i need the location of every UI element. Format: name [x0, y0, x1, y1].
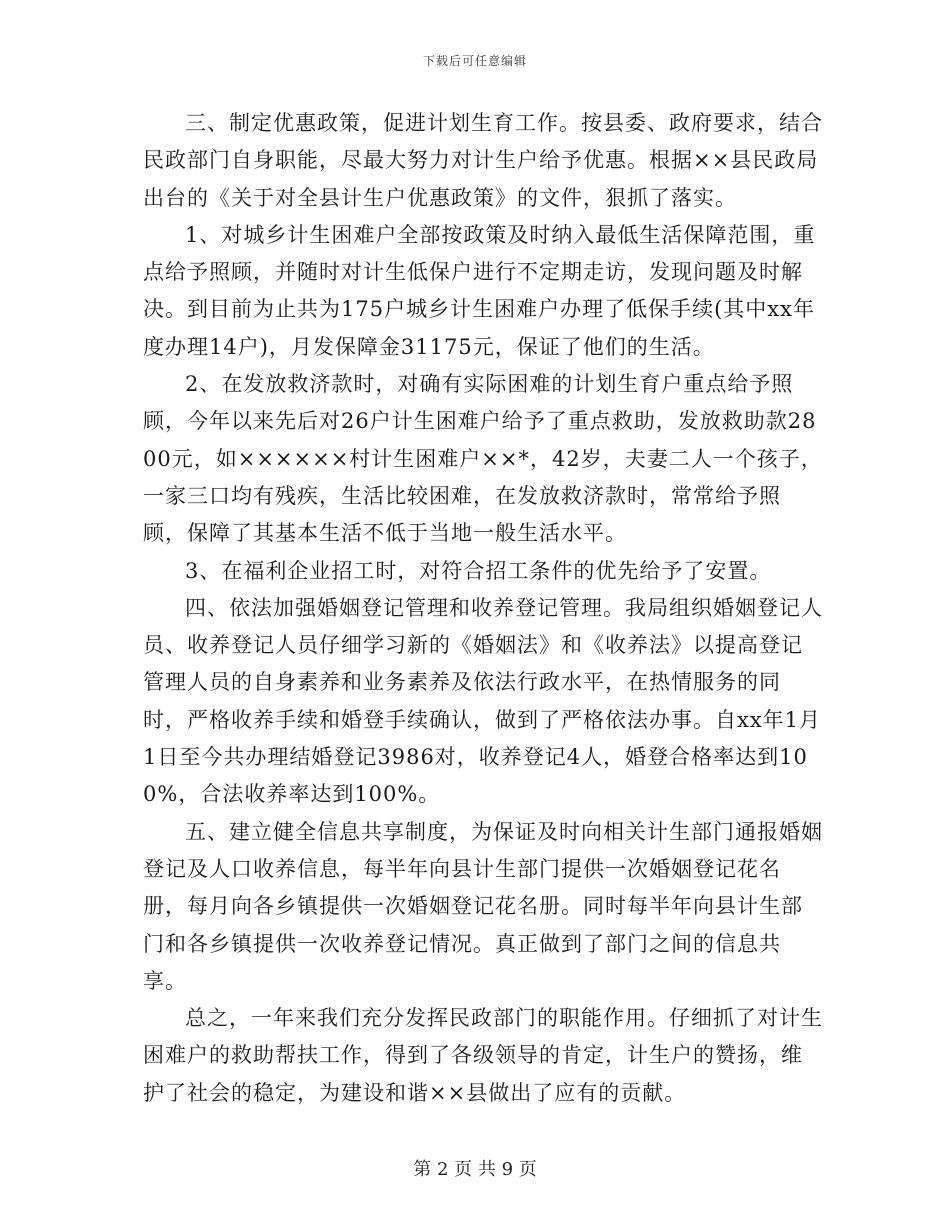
paragraph-policy-section: 三、制定优惠政策，促进计划生育工作。按县委、政府要求，结合民政部门自身职能，尽最大努力对计生户给予优惠。根据××县民政局出台的《关于对全县计生户优惠政策》的文件，狠抓了落实。 [143, 111, 823, 210]
paragraph-item-3: 3、在福利企业招工时，对符合招工条件的优先给予了安置。 [185, 558, 772, 583]
header-note: 下载后可任意编辑 [422, 54, 527, 68]
paragraph-info-sharing-section: 五、建立健全信息共享制度，为保证及时向相关计生部门通报婚姻登记及人口收养信息，每半年向县计生部门提供一次婚姻登记花名册，每月向各乡镇提供一次婚姻登记花名册。同时每半年向县计生部门和各乡镇提供一次收养登记情况。真正做到了部门之间的信息共享。 [143, 819, 823, 993]
paragraph-item-2: 2、在发放救济款时，对确有实际困难的计划生育户重点给予照顾，今年以来先后对26户计生困难户给予了重点救助，发放救助款2800元，如××××××村计生困难户××*，42岁，夫妻二人一个孩子，一家三口均有残疾，生活比较困难，在发放救济款时，常常给予照顾，保障了其基本生活不低于当地一般生活水平。 [143, 372, 823, 546]
paragraph-marriage-section: 四、依法加强婚姻登记管理和收养登记管理。我局组织婚姻登记人员、收养登记人员仔细学习新的《婚姻法》和《收养法》以提高登记管理人员的自身素养和业务素养及依法行政水平，在热情服务的同时，严格收养手续和婚登手续确认，做到了严格依法办事。自xx年1月1日至今共办理结婚登记3986对，收养登记4人，婚登合格率达到100%，合法收养率达到100%。 [143, 595, 823, 807]
document-body [143, 105, 823, 1112]
paragraph-summary: 总之，一年来我们充分发挥民政部门的职能作用。仔细抓了对计生困难户的救助帮扶工作，得到了各级领导的肯定，计生户的赞扬，维护了社会的稳定，为建设和谐××县做出了应有的贡献。 [143, 1006, 823, 1105]
paragraph-item-1: 1、对城乡计生困难户全部按政策及时纳入最低生活保障范围，重点给予照顾，并随时对计生低保户进行不定期走访，发现问题及时解决。到目前为止共为175户城乡计生困难户办理了低保手续(其中xx年度办理14户)，月发保障金31175元，保证了他们的生活。 [143, 222, 816, 359]
page-number: 第 2 页 共 9 页 [413, 1159, 537, 1180]
